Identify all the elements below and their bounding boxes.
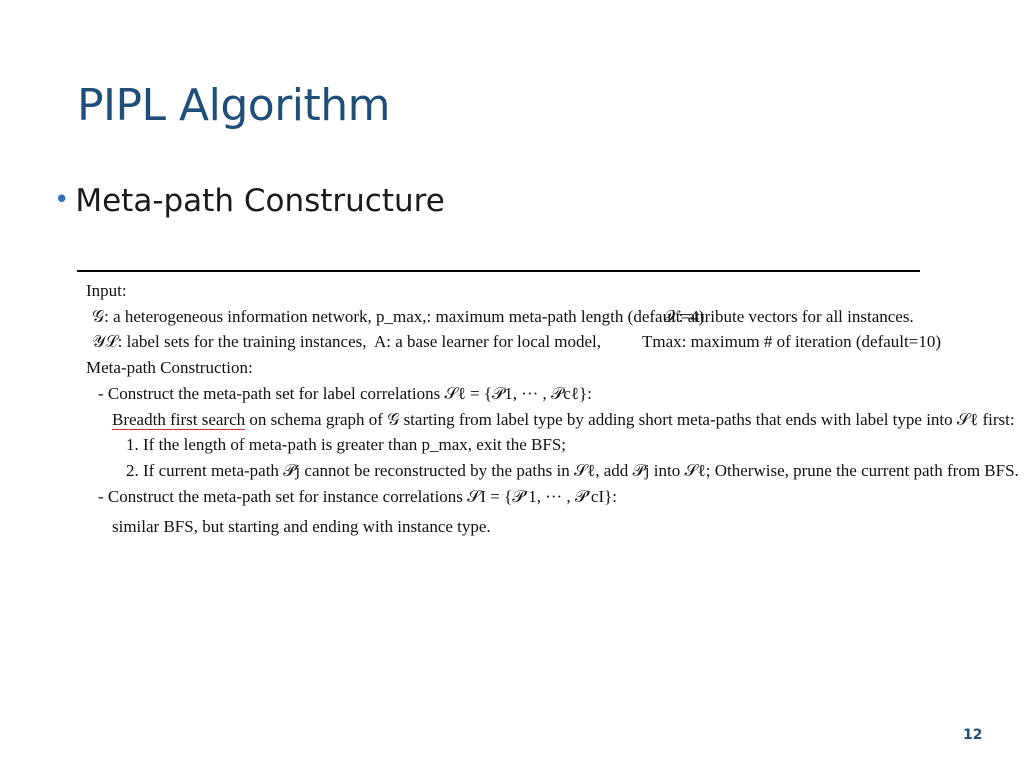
- page-title: PIPL Algorithm: [77, 80, 391, 131]
- bfs-underlined-text: Breadth first search: [112, 410, 246, 429]
- bullet-item: [54, 183, 445, 219]
- input-line-1-col-1: 𝒢: a heterogeneous information network, p_max,: maximum meta-path length (default=4): [92, 307, 705, 326]
- step-1: - Construct the meta-path set for label correlations 𝒮ℓ = {𝒫1, ··· , 𝒫cℓ}:: [98, 384, 592, 403]
- algorithm-top-rule: [77, 270, 920, 272]
- bullet-text: Meta-path Constructure: [75, 183, 445, 219]
- rule-1: 1. If the length of meta-path is greater than p_max, exit the BFS;: [126, 435, 566, 454]
- bfs-line: [112, 408, 1015, 432]
- page-number: 12: [963, 727, 983, 743]
- input-line-1-col-2: 𝒳: attribute vectors for all instances.: [664, 307, 914, 326]
- input-heading: Input:: [86, 281, 127, 300]
- rule-2: 2. If current meta-path 𝒫j cannot be reconstructed by the paths in 𝒮ℓ, add 𝒫j into 𝒮ℓ; Otherwise, prune the current path from BFS.: [126, 461, 1019, 480]
- input-line-2-col-2: A: a base learner for local model,: [374, 332, 602, 351]
- construction-heading: Meta-path Construction:: [86, 358, 253, 377]
- input-line-2-col-1: 𝒴ℒ: label sets for the training instances,: [92, 332, 367, 351]
- step-2-detail: similar BFS, but starting and ending with instance type.: [112, 517, 491, 536]
- step-2: - Construct the meta-path set for instance correlations 𝒮I = {𝒫′1, ··· , 𝒫′cI}:: [98, 487, 617, 506]
- bullet-icon: •: [54, 185, 70, 215]
- input-line-2-col-3: Tmax: maximum # of iteration (default=10): [642, 332, 941, 351]
- bfs-rest-text: on schema graph of 𝒢 starting from label type by adding short meta-paths that ends with label type into 𝒮ℓ first:: [245, 410, 1015, 429]
